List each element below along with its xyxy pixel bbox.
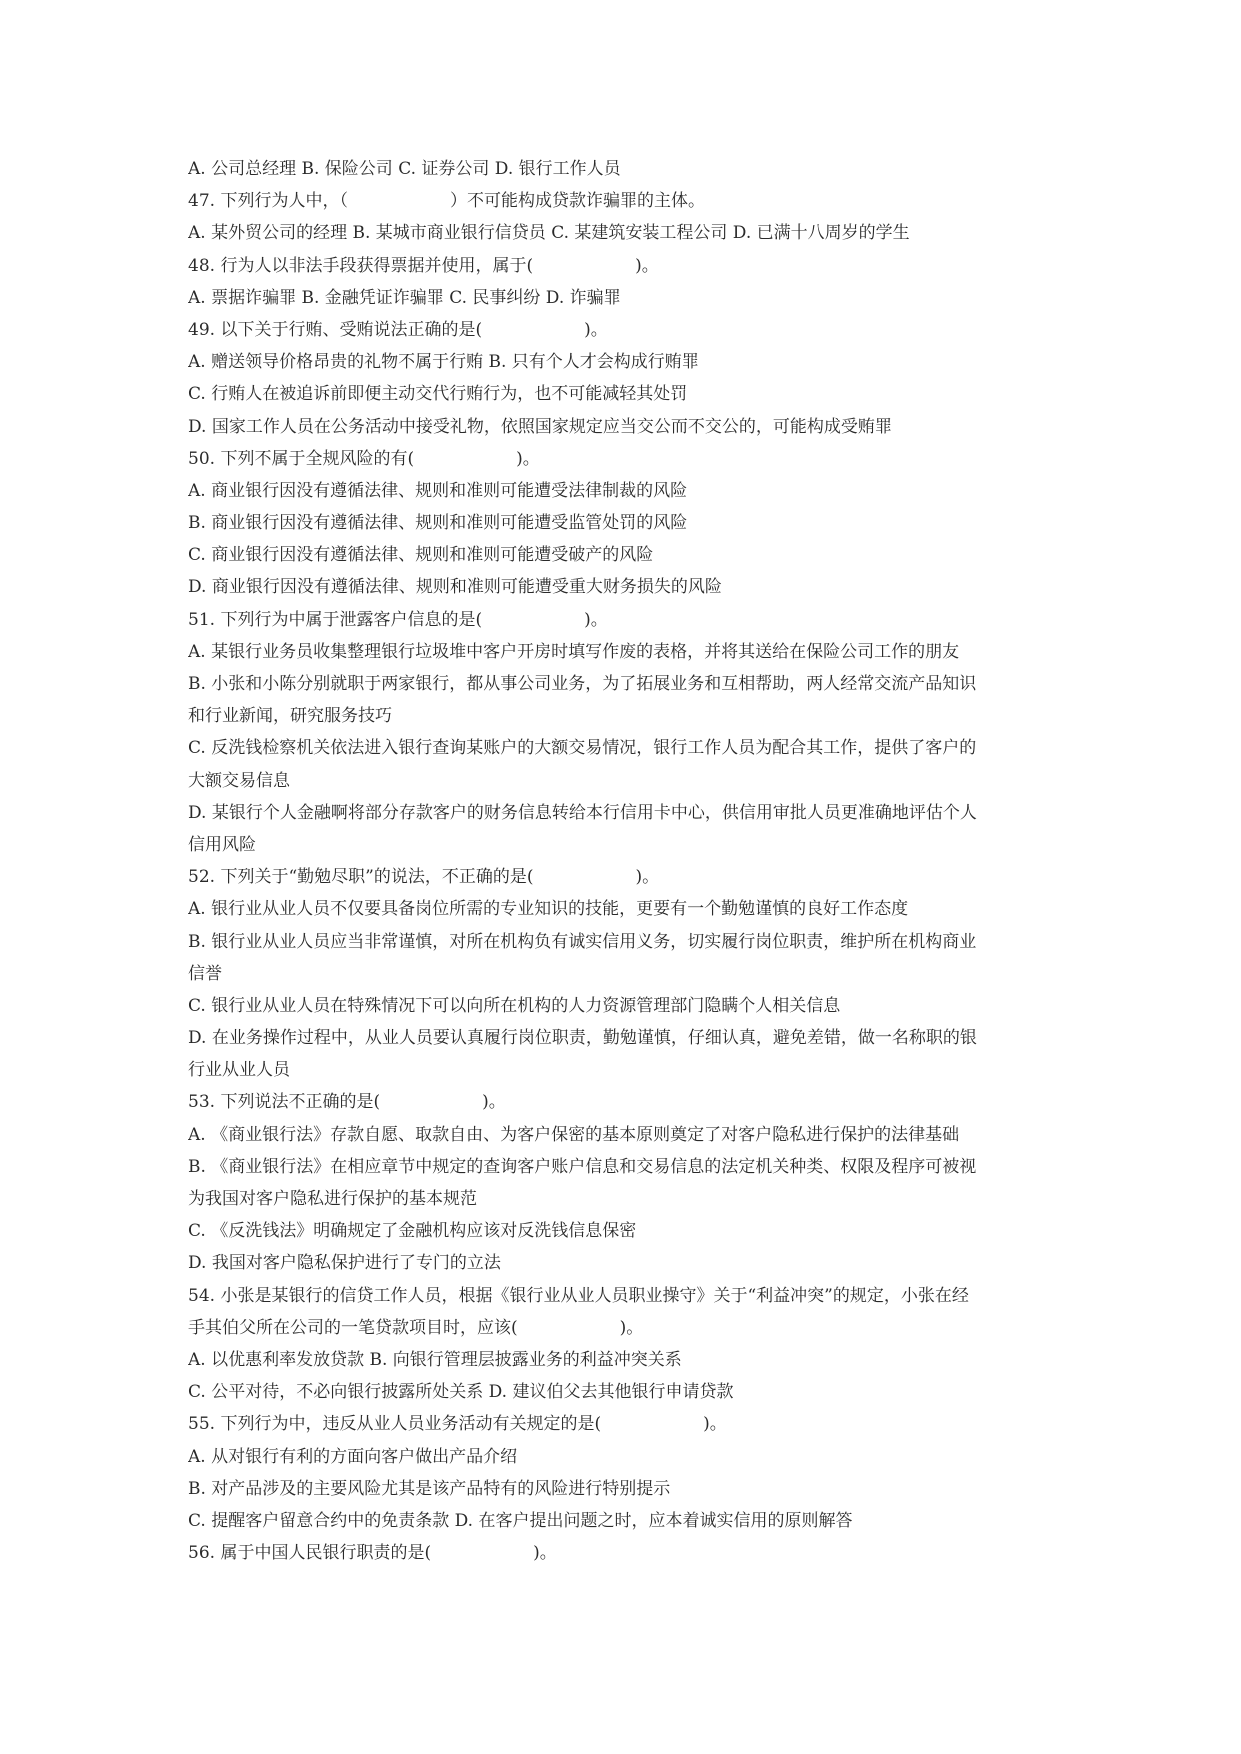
text-line: C. 商业银行因没有遵循法律、规则和准则可能遭受破产的风险 (188, 545, 654, 566)
text-line: A. 从对银行有利的方面向客户做出产品介绍 (188, 1446, 518, 1467)
text-line: 为我国对客户隐私进行保护的基本规范 (188, 1189, 477, 1209)
text-line: D. 国家工作人员在公务活动中接受礼物，依照国家规定应当交公而不交公的，可能构成受贿罪 (188, 416, 892, 437)
question-50: 50. 下列不属于全规风险的有( )。 (188, 448, 540, 469)
text-line: A. 公司总经理 B. 保险公司 C. 证券公司 D. 银行工作人员 (188, 159, 621, 179)
text-line: A. 以优惠利率发放贷款 B. 向银行管理层披露业务的利益冲突关系 (188, 1349, 682, 1370)
text-line: D. 商业银行因没有遵循法律、规则和准则可能遭受重大财务损失的风险 (188, 577, 722, 598)
text-line: A. 票据诈骗罪 B. 金融凭证诈骗罪 C. 民事纠纷 D. 诈骗罪 (188, 287, 621, 308)
text-line: A. 某外贸公司的经理 B. 某城市商业银行信贷员 C. 某建筑安装工程公司 D. 已满十八周岁的学生 (188, 223, 910, 244)
question-text-block (188, 153, 1068, 1569)
text-line: A. 赠送领导价格昂贵的礼物不属于行贿 B. 只有个人才会构成行贿罪 (188, 352, 699, 373)
text-line: A. 《商业银行法》存款自愿、取款自由、为客户保密的基本原则奠定了对客户隐私进行保护的法律基础 (188, 1124, 960, 1145)
text-line: B. 《商业银行法》在相应章节中规定的查询客户账户信息和交易信息的法定机关种类、权限及程序可被视 (188, 1156, 977, 1177)
text-line: B. 小张和小陈分别就职于两家银行，都从事公司业务，为了拓展业务和互相帮助，两人经常交流产品知识 (188, 674, 977, 694)
text-line: 大额交易信息 (188, 770, 290, 791)
text-line: D. 我国对客户隐私保护进行了专门的立法 (188, 1253, 501, 1274)
question-56: 56. 属于中国人民银行职责的是( )。 (188, 1543, 557, 1564)
text-line: C. 行贿人在被追诉前即便主动交代行贿行为，也不可能减轻其处罚 (188, 384, 688, 405)
text-line: A. 银行业从业人员不仅要具备岗位所需的专业知识的技能，更要有一个勤勉谨慎的良好工作态度 (188, 899, 909, 920)
text-line: 行业从业人员 (188, 1060, 290, 1081)
question-52: 52. 下列关于“勤勉尽职”的说法，不正确的是( )。 (188, 867, 660, 888)
text-line: C. 《反洗钱法》明确规定了金融机构应该对反洗钱信息保密 (188, 1221, 637, 1242)
text-line: C. 提醒客户留意合约中的免责条款 D. 在客户提出问题之时，应本着诚实信用的原则解答 (188, 1510, 853, 1531)
question-54: 54. 小张是某银行的信贷工作人员，根据《银行业从业人员职业操守》关于“利益冲突”的规定，小张在经 (188, 1285, 969, 1306)
question-48: 48. 行为人以非法手段获得票据并使用，属于( )。 (188, 255, 659, 276)
text-line: B. 对产品涉及的主要风险尤其是该产品特有的风险进行特别提示 (188, 1478, 671, 1499)
question-55: 55. 下列行为中，违反从业人员业务活动有关规定的是( )。 (188, 1414, 727, 1435)
question-49: 49. 以下关于行贿、受贿说法正确的是( )。 (188, 319, 608, 340)
text-line: A. 某银行业务员收集整理银行垃圾堆中客户开房时填写作废的表格，并将其送给在保险公司工作的朋友 (188, 641, 960, 662)
text-line: D. 某银行个人金融啊将部分存款客户的财务信息转给本行信用卡中心，供信用审批人员更准确地评估个人 (188, 802, 977, 823)
text-line: 手其伯父所在公司的一笔贷款项目时，应该( )。 (188, 1317, 644, 1338)
text-line: C. 银行业从业人员在特殊情况下可以向所在机构的人力资源管理部门隐瞒个人相关信息 (188, 995, 841, 1016)
text-line: 信用风险 (188, 834, 256, 855)
text-line: A. 商业银行因没有遵循法律、规则和准则可能遭受法律制裁的风险 (188, 480, 688, 501)
text-line: B. 银行业从业人员应当非常谨慎，对所在机构负有诚实信用义务，切实履行岗位职责，维护所在机构商业 (188, 931, 977, 952)
text-line: C. 反洗钱检察机关依法进入银行查询某账户的大额交易情况，银行工作人员为配合其工作，提供了客户的 (188, 738, 977, 759)
text-line: 信誉 (188, 963, 222, 984)
question-53: 53. 下列说法不正确的是( )。 (188, 1092, 506, 1113)
question-51: 51. 下列行为中属于泄露客户信息的是( )。 (188, 609, 608, 630)
question-47: 47. 下列行为人中，（ ）不可能构成贷款诈骗罪的主体。 (188, 191, 705, 212)
text-line: D. 在业务操作过程中，从业人员要认真履行岗位职责，勤勉谨慎，仔细认真，避免差错，做一名称职的银 (188, 1028, 977, 1049)
text-line: 和行业新闻，研究服务技巧 (188, 706, 392, 727)
text-line: C. 公平对待，不必向银行披露所处关系 D. 建议伯父去其他银行申请贷款 (188, 1382, 734, 1403)
text-line: B. 商业银行因没有遵循法律、规则和准则可能遭受监管处罚的风险 (188, 513, 688, 534)
